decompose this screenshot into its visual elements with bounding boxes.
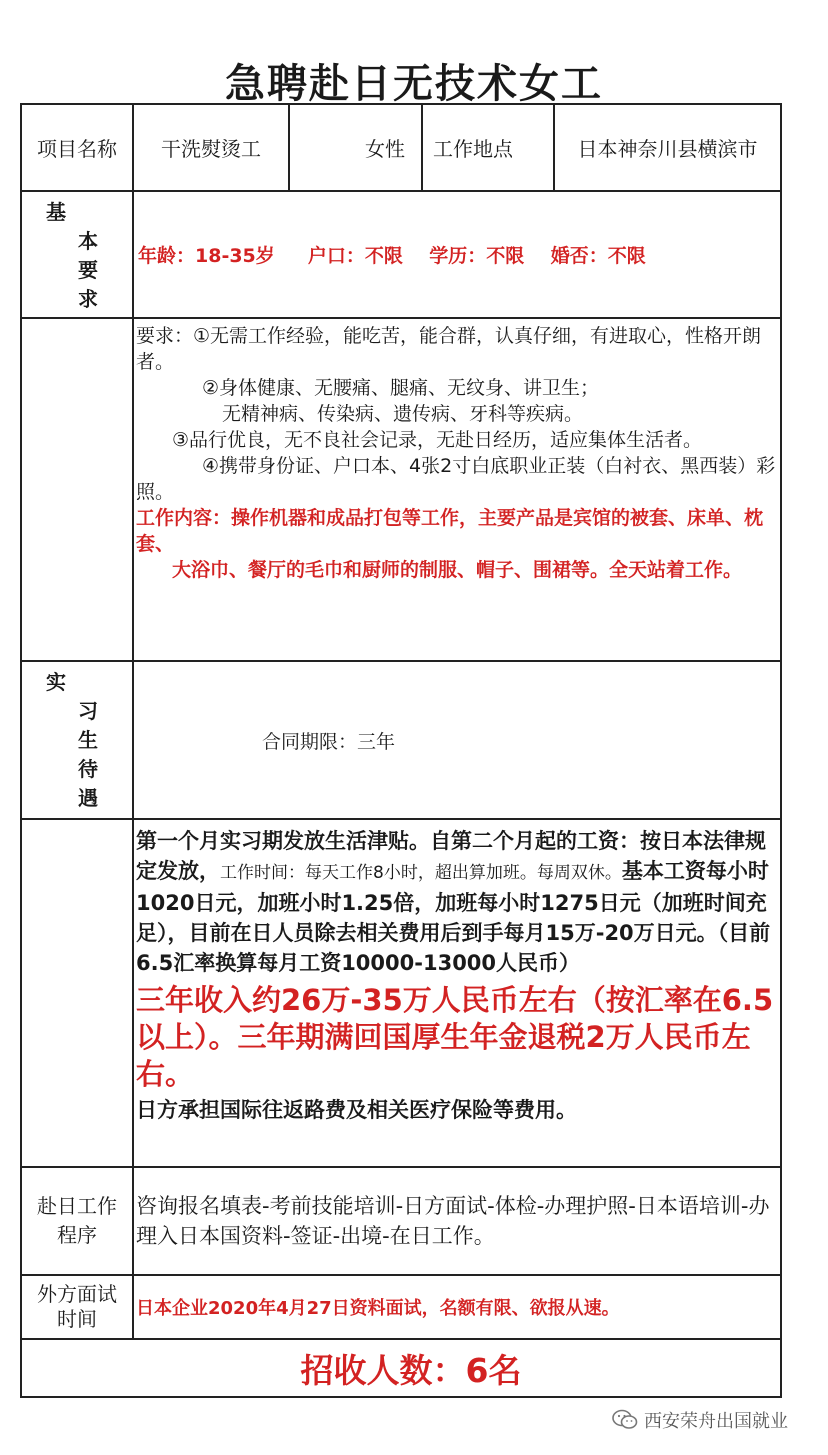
page-title: 急聘赴日无技术女工: [225, 61, 603, 107]
income-highlight: 三年收入约26万-35万人民币左右（按汇率在6.5以上）。三年期满回国厚生年金退税2万人民币左右。: [136, 983, 774, 1091]
project-label: 项目名称: [37, 137, 117, 161]
interview-label: 外方面试时间: [37, 1282, 117, 1331]
interview-time: 日本企业2020年4月27日资料面试，名额有限、欲报从速。: [136, 1298, 620, 1319]
wechat-icon: [612, 1409, 638, 1431]
basic-requirements: 年龄：18-35岁 户口：不限 学历：不限 婚否：不限: [138, 245, 646, 267]
recruit-count: 招收人数：6名: [300, 1350, 522, 1390]
contract-term: 合同期限：三年: [262, 730, 396, 753]
intern-treatment-label: 实 习 生 待 遇: [46, 670, 98, 810]
basic-requirements-label: 基 本 要 求: [46, 200, 98, 311]
wechat-watermark: 西安荣舟出国就业: [612, 1405, 812, 1435]
process-steps: 咨询报名填表-考前技能培训-日方面试-体检-办理护照-日本语培训-办理入日本国资料-签证-出境-在日工作。: [136, 1194, 770, 1248]
detail-requirements: 要求：①无需工作经验，能吃苦，能合群，认真仔细，有进取心，性格开朗者。 ②身体健康、无腰痛、腿痛、无纹身、讲卫生； 无精神病、传染病、遗传病、牙科等疾病。 ③品行优良，无不良社会记录，无赴日经历，适应集体生活者。 ④携带身份证、户口本、4张2寸白底职业正装（白衬衣、黑西装）彩照。 工作内容：操作机器和成品打包等工作，主要产品是宾馆的被套、床单、枕套、 大浴巾、餐厅的毛巾和厨师的制服、帽子、围裙等。全天站着工作。: [136, 325, 776, 581]
process-label: 赴日工作程序: [37, 1194, 117, 1247]
project-name: 干洗熨烫工: [161, 137, 261, 161]
row-divider: [20, 317, 782, 319]
gender-value: 女性: [365, 137, 405, 161]
row-divider: [20, 818, 782, 820]
location-label: 工作地点: [433, 137, 513, 161]
location-value: 日本神奈川县横滨市: [577, 137, 758, 161]
salary-details: 第一个月实习期发放生活津贴。自第二个月起的工资：按日本法律规定发放，工作时间：每天工作8小时，超出算加班。每周双休。基本工资每小时1020日元，加班小时1.25倍，加班每小时1275日元（加班时间充足），目前在日人员除去相关费用后到手每月15万-20万日元。（目前6.5汇率换算每月工资10000-13000人民币） 三年收入约26万-35万人民币左右（按汇率在6.5以上）。三年期满回国厚生年金退税2万人民币左右。 日方承担国际往返路费及相关医疗保险等费用。: [136, 826, 780, 1125]
